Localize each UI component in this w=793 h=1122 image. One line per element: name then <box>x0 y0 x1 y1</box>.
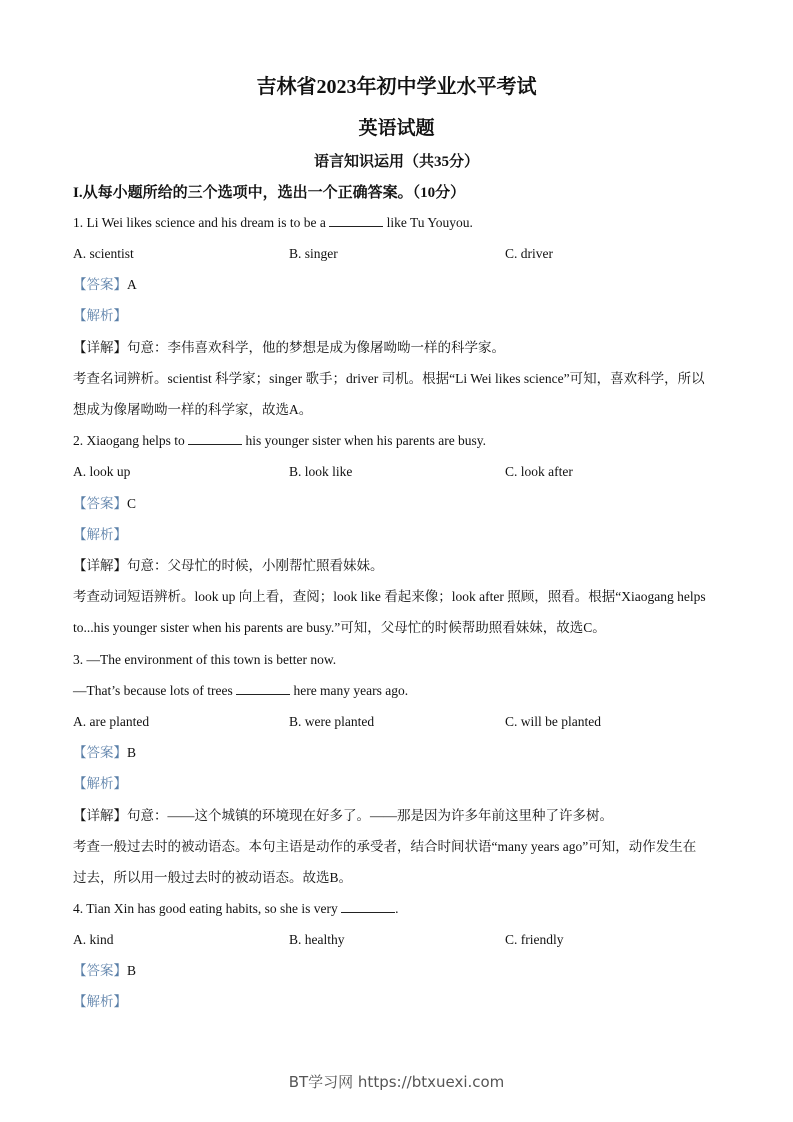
question-3-detail-1: 【详解】句意：——这个城镇的环境现在好多了。——那是因为许多年前这里种了许多树。 <box>73 808 613 823</box>
question-3-option-c: C. will be planted <box>505 714 601 729</box>
answer-blank <box>236 684 290 695</box>
question-3-stem-line-2: —That’s because lots of trees here many years ago. <box>73 683 409 698</box>
question-4-answer: 【答案】B <box>73 963 137 978</box>
question-2-answer: 【答案】C <box>73 496 137 511</box>
question-2-option-b: B. look like <box>289 464 353 479</box>
question-4-stem: 4. Tian Xin has good eating habits, so she is very . <box>73 901 399 916</box>
question-3-option-a: A. are planted <box>73 714 150 729</box>
answer-label: 【答案】 <box>73 745 127 760</box>
question-3-detail-2: 考查一般过去时的被动语态。本句主语是动作的承受者，结合时间状语“many years ago”可知，动作发生在 <box>73 839 697 854</box>
question-2-detail-3: to...his younger sister when his parents are busy.”可知，父母忙的时候帮助照看妹妹，故选C。 <box>73 620 606 635</box>
question-2-detail-1: 【详解】句意：父母忙的时候，小刚帮忙照看妹妹。 <box>73 558 384 573</box>
question-1-detail-2: 考查名词辨析。scientist 科学家；singer 歌手；driver 司机。根据“Li Wei likes science”可知，喜欢科学，所以 <box>73 371 705 386</box>
question-4-option-c: C. friendly <box>505 932 564 947</box>
exam-subtitle: 英语试题 <box>358 118 435 139</box>
question-3-answer: 【答案】B <box>73 745 137 760</box>
question-1-option-c: C. driver <box>505 246 553 261</box>
question-1-answer: 【答案】A <box>73 277 137 292</box>
question-3-stem-line-1: 3. —The environment of this town is better now. <box>73 652 337 667</box>
footer-watermark: BT学习网 https://btxuexi.com <box>288 1073 505 1091</box>
answer-blank <box>341 902 395 913</box>
question-2-detail-2: 考查动词短语辨析。look up 向上看，查阅；look like 看起来像；look after 照顾，照看。根据“Xiaogang helps <box>73 589 706 604</box>
question-4-option-a: A. kind <box>73 932 114 947</box>
answer-label: 【答案】 <box>73 963 127 978</box>
question-4-option-b: B. healthy <box>289 932 345 947</box>
question-1-option-b: B. singer <box>289 246 338 261</box>
answer-blank <box>188 434 242 445</box>
question-3-option-b: B. were planted <box>289 714 375 729</box>
question-1-detail-1: 【详解】句意：李伟喜欢科学，他的梦想是成为像屠呦呦一样的科学家。 <box>73 340 505 355</box>
question-3-analysis-label: 【解析】 <box>73 776 127 791</box>
question-2-option-c: C. look after <box>505 464 573 479</box>
part-heading: 语言知识运用（共35分） <box>313 154 479 170</box>
section-heading: I.从每小题所给的三个选项中，选出一个正确答案。（10分） <box>73 185 466 201</box>
question-2-analysis-label: 【解析】 <box>73 527 127 542</box>
question-1-stem: 1. Li Wei likes science and his dream is to be a like Tu Youyou. <box>73 215 473 230</box>
answer-label: 【答案】 <box>73 496 127 511</box>
question-1-detail-3: 想成为像屠呦呦一样的科学家，故选A。 <box>73 402 313 417</box>
question-1-analysis-label: 【解析】 <box>73 308 127 323</box>
answer-blank <box>329 216 383 227</box>
question-2-option-a: A. look up <box>73 464 131 479</box>
answer-label: 【答案】 <box>73 277 127 292</box>
question-1-option-a: A. scientist <box>73 246 134 261</box>
question-2-stem: 2. Xiaogang helps to his younger sister when his parents are busy. <box>73 433 487 448</box>
exam-title: 吉林省2023年初中学业水平考试 <box>256 76 537 98</box>
question-3-detail-3: 过去，所以用一般过去时的被动语态。故选B。 <box>73 870 353 885</box>
question-4-analysis-label: 【解析】 <box>73 994 127 1009</box>
